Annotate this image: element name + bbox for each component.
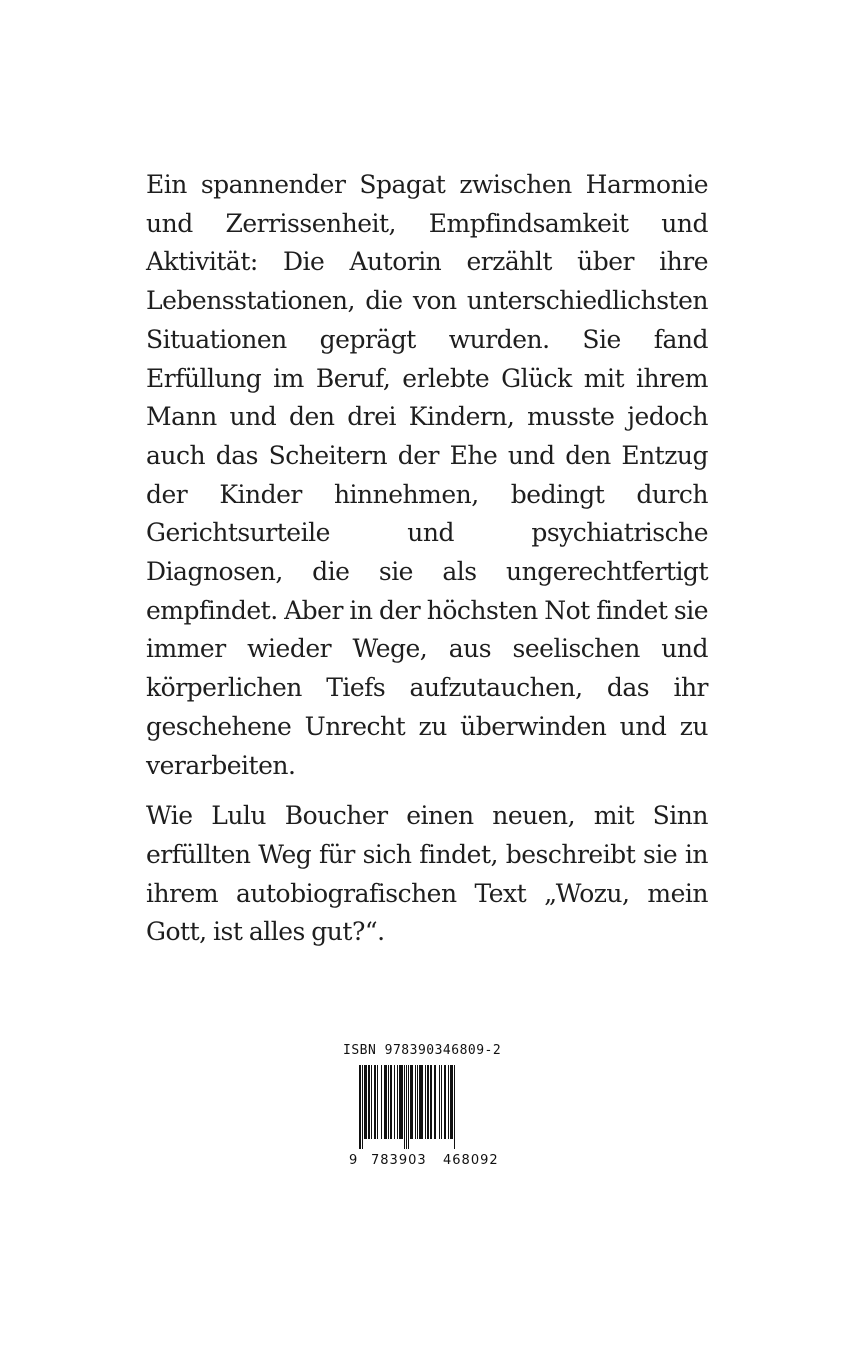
barcode-digit-group-right: 468092 <box>443 1153 499 1168</box>
barcode-bar <box>384 1065 387 1139</box>
barcode-bar <box>404 1065 405 1149</box>
isbn-label: ISBN 978390346809-2 <box>343 1043 502 1058</box>
barcode-bar <box>454 1065 455 1149</box>
barcode-bar <box>397 1065 398 1139</box>
barcode-bar <box>399 1065 403 1139</box>
barcode-bar <box>450 1065 453 1139</box>
barcode-bar <box>408 1065 409 1149</box>
barcode-bar <box>406 1065 407 1149</box>
barcode-bar <box>364 1065 367 1139</box>
barcode-bar <box>368 1065 370 1139</box>
barcode-bar <box>434 1065 436 1139</box>
barcode-bar <box>359 1065 361 1149</box>
barcode-bar <box>448 1065 449 1139</box>
barcode-bar <box>415 1065 416 1139</box>
barcode-bar <box>374 1065 376 1139</box>
barcode-bar <box>427 1065 429 1139</box>
barcode-bar <box>362 1065 363 1149</box>
barcode-bar <box>377 1065 378 1139</box>
barcode-bar <box>439 1065 440 1139</box>
barcode-bars <box>343 1065 503 1149</box>
barcode-bar <box>371 1065 372 1139</box>
isbn-barcode-block <box>343 1043 503 1168</box>
barcode-digits <box>343 1153 503 1169</box>
blurb-paragraph-2: Wie Lulu Boucher einen neuen, mit Sinn erfüllten Weg für sich findet, beschreibt sie in ihrem autobiografischen Text „Wozu, mein Gott, ist alles gut?“. <box>146 801 708 947</box>
barcode-bar <box>441 1065 442 1139</box>
barcode-bar <box>410 1065 413 1139</box>
barcode-bar <box>390 1065 392 1139</box>
barcode-bar <box>388 1065 389 1139</box>
barcode-digit-group-left: 783903 <box>371 1153 427 1168</box>
blurb-paragraph-1: Ein spannender Spagat zwischen Harmonie und Zerrissenheit, Empfindsamkeit und Aktivität: Die Autorin erzählt über ihre Lebensstationen, die von unterschiedlichsten Situationen geprägt wurden. Sie fand Erfüllung im Beruf, erlebte Glück mit ihrem Mann und den drei Kindern, musste jedoch auch das Scheitern der Ehe und den Entzug der Kinder hinnehmen, bedingt durch Gerichtsurteile und psychiatrische Diagnosen, die sie als ungerechtfertigt empfindet. Aber in der höchsten Not findet sie immer wieder Wege, aus seelischen und körperlichen Tiefs aufzutauchen, das ihr geschehene Unrecht zu überwinden und zu verarbeiten. <box>146 170 708 780</box>
barcode-bar <box>417 1065 418 1139</box>
barcode <box>343 1065 503 1168</box>
barcode-bar <box>444 1065 446 1139</box>
back-cover-blurb <box>146 166 708 952</box>
barcode-bar <box>381 1065 382 1139</box>
barcode-bar <box>430 1065 432 1139</box>
barcode-bar <box>394 1065 395 1139</box>
barcode-bar <box>419 1065 423 1139</box>
barcode-bar <box>425 1065 426 1139</box>
barcode-digit-lead: 9 <box>349 1153 358 1168</box>
